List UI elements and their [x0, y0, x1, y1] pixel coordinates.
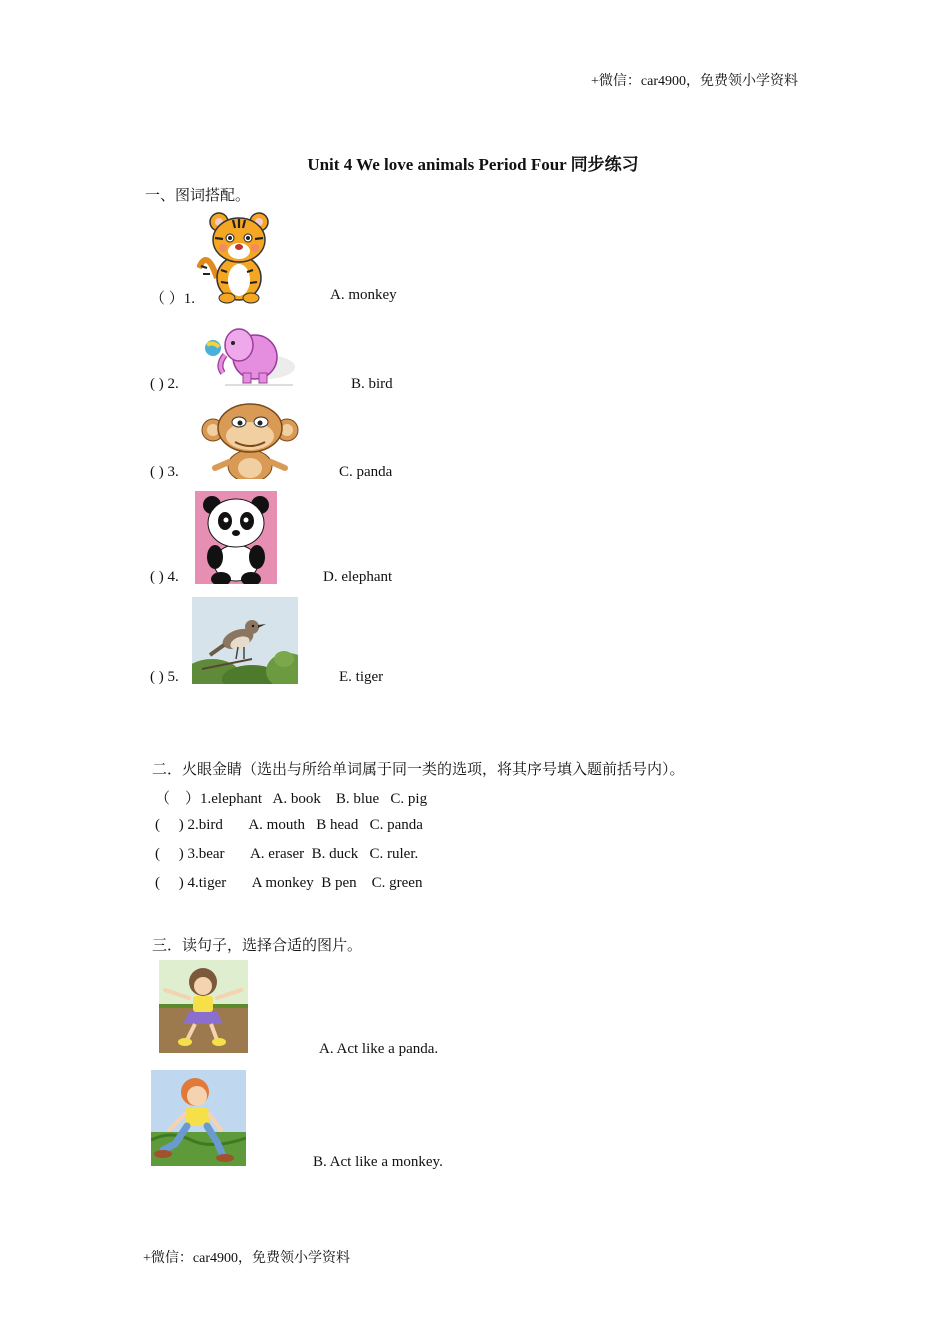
header-note: +微信：car4900，免费领小学资料 [591, 74, 798, 89]
s2-question-2: ( ) 2.bird A. mouth B head C. panda [155, 817, 423, 833]
bird-picture [192, 597, 298, 684]
s1-option-c: C. panda [339, 464, 393, 480]
elephant-picture [195, 315, 299, 389]
footer-note: +微信：car4900，免费领小学资料 [143, 1251, 350, 1266]
s2-question-1: （ ）1.elephant A. book B. blue C. pig [155, 791, 428, 807]
panda-picture [195, 491, 277, 584]
s1-option-a: A. monkey [330, 287, 397, 303]
section2-heading: 二．火眼金睛（选出与所给单词属于同一类的选项，将其序号填入题前括号内）。 [152, 762, 685, 778]
section1-heading: 一、图词搭配。 [145, 188, 251, 204]
girl-dancing-picture [159, 960, 248, 1053]
s1-item1-prefix: （ ）1. [150, 291, 196, 307]
s2-question-4: ( ) 4.tiger A monkey B pen C. green [155, 875, 423, 891]
boy-crouching-picture [151, 1070, 246, 1166]
s2-question-3: ( ) 3.bear A. eraser B. duck C. ruler. [155, 846, 419, 862]
s1-option-e: E. tiger [339, 669, 384, 685]
s3-sentence-a: A. Act like a panda. [319, 1041, 439, 1057]
section3-heading: 三．读句子，选择合适的图片。 [152, 938, 363, 954]
s1-item4-prefix: ( ) 4. [150, 569, 179, 585]
s1-option-d: D. elephant [323, 569, 393, 585]
page-title: Unit 4 We love animals Period Four 同步练习 [307, 155, 639, 174]
s3-sentence-b: B. Act like a monkey. [313, 1154, 443, 1170]
s1-item5-prefix: ( ) 5. [150, 669, 179, 685]
s1-option-b: B. bird [351, 376, 393, 392]
tiger-picture [197, 208, 273, 304]
s1-item2-prefix: ( ) 2. [150, 376, 179, 392]
monkey-picture [201, 402, 299, 479]
s1-item3-prefix: ( ) 3. [150, 464, 179, 480]
